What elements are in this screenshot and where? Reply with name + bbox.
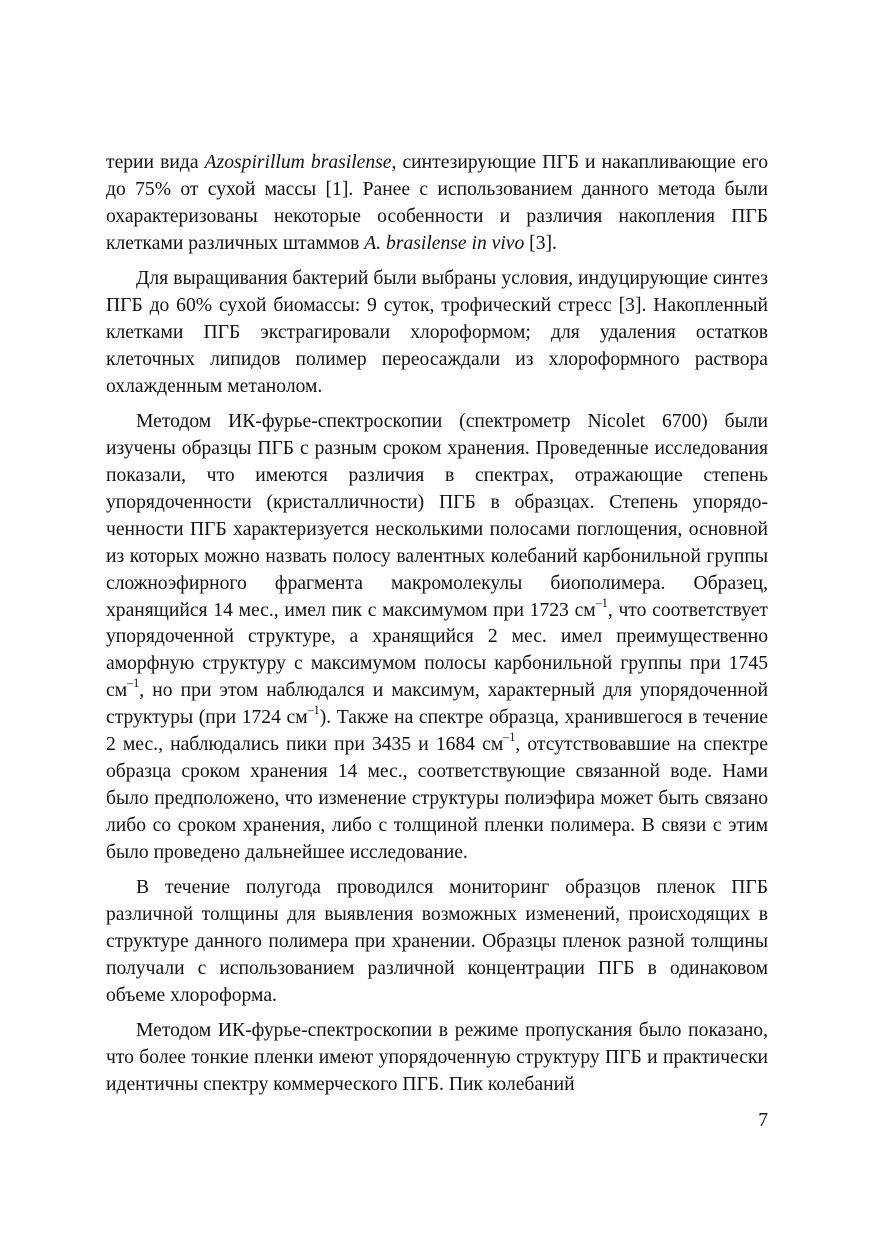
text-run: В течение полугода проводился мониторинг образцов пленок ПГБ различной толщины для выявления возможных изменений, происходящих в структуре данного полимера при хранении. Образцы пленок разной толщины получали с использованием различной концентрации ПГБ в одинаковом объеме хлороформа. <box>106 877 768 1006</box>
paragraph <box>106 875 768 1010</box>
page-number: 7 <box>758 1110 768 1131</box>
text-run: Методом ИК-фурье-спектроскопии (спектрометр Nicolet 6700) были изучены образцы ПГБ с разным сроком хранения. Проведенные исследования показали, что имеются различия в спектрах, отражающие степень упорядоченности (кристалличности) ПГБ в образцах. Степень упорядоченности ПГБ характеризуется несколькими полосами поглощения, основной из которых можно назвать полосу валентных колебаний карбонильной группы сложноэфирного фрагмента макромолекулы биополимера. Образец, хранящийся 14 мес., имел пик с максимумом при 1723 см <box>106 411 768 621</box>
paragraph <box>106 266 768 401</box>
text-run: Для выращивания бактерий были выбраны условия, индуцирующие синтез ПГБ до 60% сухой биомассы: 9 суток, трофический стресс [3]. Накопленный клетками ПГБ экстрагировали хлороформом; для удаления остатков клеточных липидов полимер переосаждали из хлороформного раствора охлажденным метанолом. <box>106 268 768 397</box>
text-run: терии вида <box>106 152 205 173</box>
superscript: –1 <box>595 595 608 610</box>
italic-text: Azospirillum brasilense, <box>204 152 397 173</box>
paragraph <box>106 150 768 258</box>
text-run: , но при этом наблюдался и максимум, характерный для упорядоченной структуры (при 1724 см <box>106 680 768 729</box>
superscript: –1 <box>503 730 516 745</box>
superscript: –1 <box>307 703 320 718</box>
superscript: –1 <box>127 676 140 691</box>
paragraph <box>106 409 768 866</box>
paragraph <box>106 1018 768 1099</box>
italic-text: A. brasilense in vivo <box>364 232 525 254</box>
body-text <box>106 150 768 1107</box>
text-run: [3]. <box>524 232 557 254</box>
text-run: , отсутствовавшие на спектре образца сроком хранения 14 мес., соответствующие связанной воде. Нами было предположено, что изменение структуры полиэфира может быть связано либо со сроком хранения, либо с толщиной пленки полимера. В связи с этим было проведено дальнейшее исследование. <box>106 734 768 863</box>
text-run: , что соответствует упорядоченной структуре, а хранящийся 2 мес. имел преимущественно аморфную структуру с максимумом полосы карбонильной группы при 1745 см <box>106 599 768 702</box>
text-run: Методом ИК-фурье-спектроскопии в режиме пропускания было показано, что более тонкие пленки имеют упорядоченную структуру ПГБ и практически идентичны спектру коммерческого ПГБ. Пик колебаний <box>106 1020 768 1095</box>
text-run: ). Также на спектре образца, хранившегося в течение 2 мес., наблюдались пики при 3435 и 1684 см <box>106 707 768 756</box>
text-run: синтезирующие ПГБ и накапливающие его до 75% от сухой массы [1]. Ранее с использованием данного метода были охарактеризованы некоторые особенности и различия накопления ПГБ клетками различных штаммов <box>106 152 768 254</box>
